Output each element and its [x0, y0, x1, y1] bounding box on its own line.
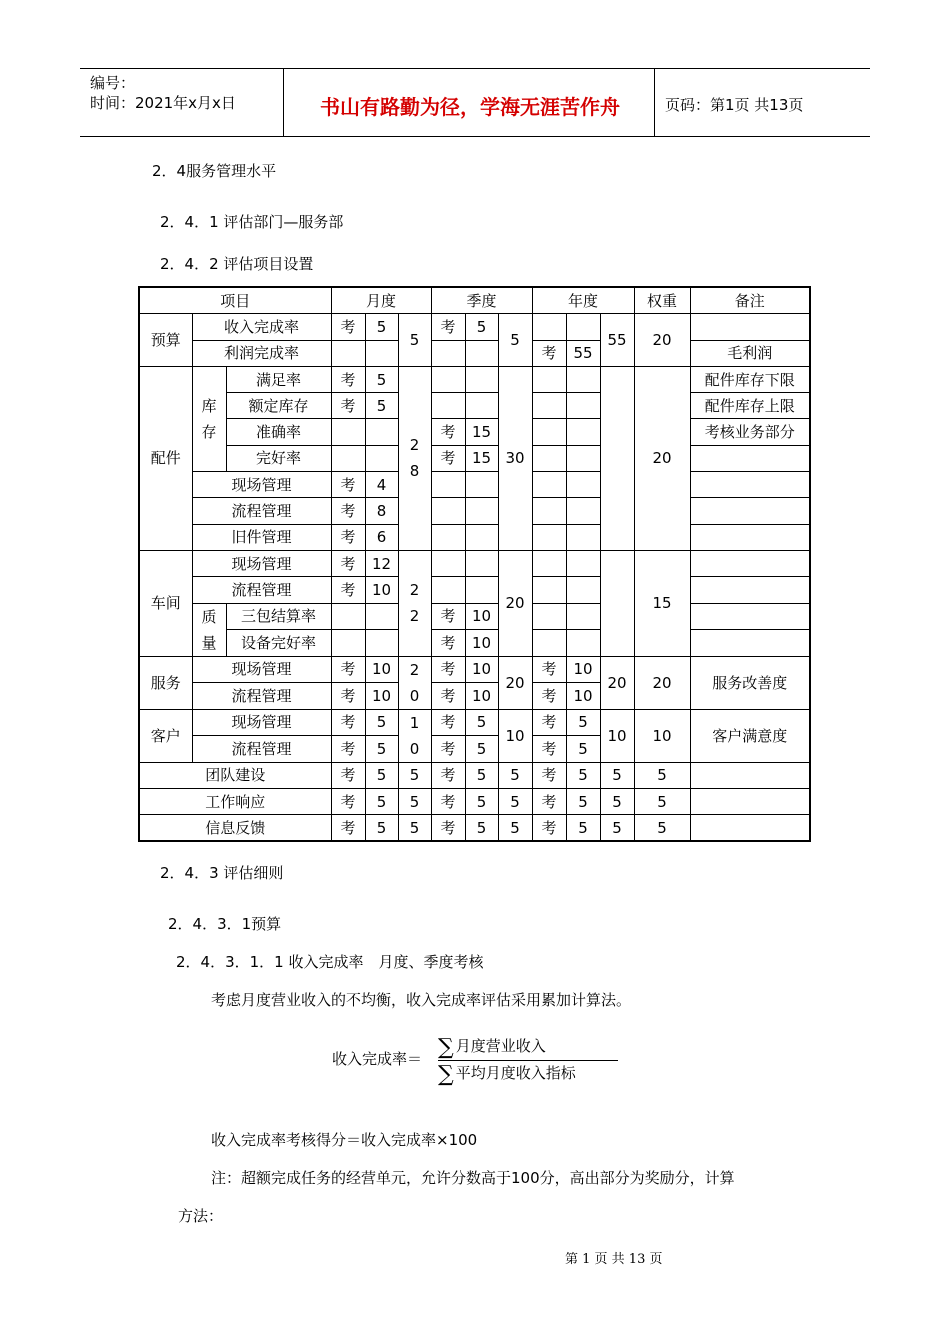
weight-cell: 20 — [634, 656, 690, 709]
note-cell — [690, 314, 810, 340]
note-cell — [690, 603, 810, 630]
header-number-label: 编号： — [90, 74, 136, 92]
item-label: 流程管理 — [192, 498, 331, 524]
subtotal-cell: 2 2 — [398, 550, 431, 656]
sigma-icon: ∑ — [438, 1035, 454, 1060]
item-label: 额定库存 — [226, 393, 331, 419]
header-page-info: 页码：第1页 共13页 — [665, 96, 804, 114]
kao-cell: 考 — [331, 656, 365, 683]
item-label: 工作响应 — [139, 788, 331, 814]
kao-cell: 考 — [331, 709, 365, 736]
col-header: 权重 — [634, 287, 690, 314]
score-cell: 5 — [465, 736, 498, 763]
table-row — [139, 577, 810, 603]
empty-cell — [365, 445, 398, 471]
empty-cell — [532, 314, 566, 340]
subtotal-cell: 5 — [398, 762, 431, 788]
empty-cell — [532, 472, 566, 498]
kao-cell: 考 — [532, 683, 566, 710]
table-row — [139, 472, 810, 498]
kao-cell: 考 — [532, 788, 566, 814]
kao-cell: 考 — [431, 736, 465, 763]
kao-cell: 考 — [331, 550, 365, 576]
empty-cell — [331, 630, 365, 657]
empty-cell — [566, 524, 600, 550]
subtotal-cell: 5 — [600, 788, 634, 814]
score-cell: 5 — [566, 788, 600, 814]
score-cell: 5 — [465, 314, 498, 340]
empty-cell — [532, 550, 566, 576]
kao-cell: 考 — [431, 788, 465, 814]
empty-cell — [532, 524, 566, 550]
kao-cell: 考 — [331, 498, 365, 524]
section-heading: 2．4．1 评估部门—服务部 — [160, 213, 344, 231]
empty-cell — [600, 550, 634, 656]
kao-cell: 考 — [331, 524, 365, 550]
score-cell: 5 — [365, 314, 398, 340]
empty-cell — [465, 577, 498, 603]
table-row — [139, 340, 810, 366]
subtotal-cell: 30 — [498, 366, 532, 550]
body-paragraph: 方法： — [178, 1207, 224, 1225]
subtotal-cell: 2 0 — [398, 656, 431, 709]
header-time-label: 时间：2021年x月x日 — [90, 94, 236, 112]
score-cell: 5 — [566, 762, 600, 788]
empty-cell — [365, 630, 398, 657]
score-cell: 5 — [365, 366, 398, 392]
table-row — [139, 445, 810, 471]
score-cell: 5 — [465, 762, 498, 788]
kao-cell: 考 — [431, 683, 465, 710]
header-motto: 书山有路勤为径，学海无涯苦作舟 — [320, 95, 620, 119]
group-label: 车间 — [139, 550, 192, 656]
empty-cell — [600, 366, 634, 550]
empty-cell — [331, 419, 365, 445]
kao-cell: 考 — [331, 393, 365, 419]
kao-cell: 考 — [431, 815, 465, 842]
score-cell: 4 — [365, 472, 398, 498]
item-label: 三包结算率 — [226, 603, 331, 630]
note-cell — [690, 815, 810, 842]
empty-cell — [566, 498, 600, 524]
kao-cell: 考 — [331, 815, 365, 842]
score-cell: 5 — [465, 788, 498, 814]
empty-cell — [431, 524, 465, 550]
score-cell: 5 — [566, 709, 600, 736]
subtotal-cell: 10 — [498, 709, 532, 762]
table-row — [139, 656, 810, 683]
score-cell: 5 — [365, 736, 398, 763]
item-label: 现场管理 — [192, 656, 331, 683]
body-paragraph: 注：超额完成任务的经营单元，允许分数高于100分，高出部分为奖励分，计算 — [211, 1169, 735, 1187]
score-cell: 6 — [365, 524, 398, 550]
formula-lhs: 收入完成率＝ — [332, 1050, 423, 1068]
subtotal-cell: 5 — [498, 815, 532, 842]
score-cell: 10 — [365, 683, 398, 710]
kao-cell: 考 — [532, 656, 566, 683]
kao-cell: 考 — [331, 577, 365, 603]
subtotal-cell: 20 — [498, 550, 532, 656]
col-header: 年度 — [532, 287, 634, 314]
col-header: 季度 — [431, 287, 532, 314]
empty-cell — [532, 419, 566, 445]
empty-cell — [532, 366, 566, 392]
section-heading: 2．4．3．1．1 收入完成率 月度、季度考核 — [176, 953, 484, 971]
note-cell — [690, 498, 810, 524]
formula-denominator — [438, 1062, 576, 1087]
subtotal-cell: 5 — [398, 815, 431, 842]
score-cell: 10 — [566, 683, 600, 710]
empty-cell — [365, 340, 398, 366]
empty-cell — [431, 577, 465, 603]
kao-cell: 考 — [532, 709, 566, 736]
score-cell: 5 — [365, 762, 398, 788]
kao-cell: 考 — [532, 340, 566, 366]
empty-cell — [365, 419, 398, 445]
empty-cell — [331, 603, 365, 630]
empty-cell — [465, 393, 498, 419]
note-cell: 服务改善度 — [690, 656, 810, 709]
kao-cell: 考 — [532, 815, 566, 842]
header-divider — [654, 69, 655, 136]
weight-cell: 5 — [634, 762, 690, 788]
empty-cell — [431, 393, 465, 419]
note-cell — [690, 524, 810, 550]
table-row — [139, 366, 810, 392]
empty-cell — [431, 550, 465, 576]
formula-numerator-text: 月度营业收入 — [455, 1037, 546, 1055]
table-row — [139, 419, 810, 445]
kao-cell: 考 — [431, 314, 465, 340]
subtotal-cell: 20 — [600, 656, 634, 709]
score-cell: 5 — [465, 815, 498, 842]
kao-cell: 考 — [431, 445, 465, 471]
subtotal-cell: 20 — [498, 656, 532, 709]
empty-cell — [431, 498, 465, 524]
score-cell: 10 — [365, 656, 398, 683]
table-row — [139, 788, 810, 814]
note-cell — [690, 788, 810, 814]
score-cell: 5 — [365, 788, 398, 814]
note-cell: 配件库存下限 — [690, 366, 810, 392]
subtotal-cell: 5 — [398, 788, 431, 814]
empty-cell — [465, 498, 498, 524]
subtotal-cell: 55 — [600, 314, 634, 367]
empty-cell — [532, 393, 566, 419]
formula-denominator-text: 平均月度收入指标 — [455, 1064, 576, 1082]
score-cell: 55 — [566, 340, 600, 366]
empty-cell — [566, 366, 600, 392]
item-label: 流程管理 — [192, 683, 331, 710]
item-label: 设备完好率 — [226, 630, 331, 657]
item-label: 团队建设 — [139, 762, 331, 788]
col-header: 项目 — [139, 287, 331, 314]
kao-cell: 考 — [431, 603, 465, 630]
subtotal-cell: 5 — [600, 815, 634, 842]
item-label: 流程管理 — [192, 736, 331, 763]
section-heading: 2．4．2 评估项目设置 — [160, 255, 314, 273]
empty-cell — [331, 340, 365, 366]
kao-cell: 考 — [532, 762, 566, 788]
note-cell: 客户满意度 — [690, 709, 810, 762]
kao-cell: 考 — [431, 630, 465, 657]
subtotal-cell: 2 8 — [398, 366, 431, 550]
score-cell: 15 — [465, 445, 498, 471]
empty-cell — [566, 577, 600, 603]
weight-cell: 15 — [634, 550, 690, 656]
empty-cell — [532, 630, 566, 657]
col-header: 月度 — [331, 287, 431, 314]
header-left — [90, 73, 236, 113]
subtotal-cell: 5 — [398, 314, 431, 367]
item-label: 旧件管理 — [192, 524, 331, 550]
empty-cell — [566, 419, 600, 445]
score-cell: 10 — [566, 656, 600, 683]
score-cell: 10 — [465, 630, 498, 657]
item-label: 收入完成率 — [192, 314, 331, 340]
score-cell: 10 — [465, 683, 498, 710]
fraction-bar — [438, 1060, 618, 1061]
empty-cell — [431, 366, 465, 392]
empty-cell — [566, 472, 600, 498]
subtotal-cell: 5 — [498, 788, 532, 814]
table-row — [139, 498, 810, 524]
table-row — [139, 603, 810, 630]
empty-cell — [431, 472, 465, 498]
group-label: 客户 — [139, 709, 192, 762]
kao-cell: 考 — [331, 472, 365, 498]
kao-cell: 考 — [331, 314, 365, 340]
score-cell: 10 — [465, 656, 498, 683]
empty-cell — [532, 445, 566, 471]
item-label: 完好率 — [226, 445, 331, 471]
empty-cell — [465, 524, 498, 550]
item-label: 现场管理 — [192, 709, 331, 736]
empty-cell — [566, 393, 600, 419]
table-row — [139, 524, 810, 550]
score-cell: 5 — [365, 393, 398, 419]
kao-cell: 考 — [431, 656, 465, 683]
subtotal-cell: 1 0 — [398, 709, 431, 762]
table-row — [139, 393, 810, 419]
table-header-row — [139, 287, 810, 314]
empty-cell — [465, 366, 498, 392]
item-label: 信息反馈 — [139, 815, 331, 842]
item-label: 准确率 — [226, 419, 331, 445]
page-header — [80, 68, 870, 137]
subtotal-cell: 10 — [600, 709, 634, 762]
score-cell: 10 — [465, 603, 498, 630]
weight-cell: 20 — [634, 314, 690, 367]
table-row — [139, 630, 810, 657]
note-cell — [690, 577, 810, 603]
score-cell: 10 — [365, 577, 398, 603]
subgroup-label: 质 量 — [192, 603, 226, 656]
kao-cell: 考 — [331, 736, 365, 763]
note-cell: 考核业务部分 — [690, 419, 810, 445]
note-cell — [690, 630, 810, 657]
note-cell — [690, 762, 810, 788]
empty-cell — [365, 603, 398, 630]
page-footer: 第 1 页 共 13 页 — [565, 1252, 663, 1267]
col-header: 备注 — [690, 287, 810, 314]
note-cell — [690, 550, 810, 576]
group-label: 预算 — [139, 314, 192, 367]
item-label: 现场管理 — [192, 472, 331, 498]
weight-cell: 20 — [634, 366, 690, 550]
kao-cell: 考 — [331, 788, 365, 814]
note-cell — [690, 445, 810, 471]
kao-cell: 考 — [331, 762, 365, 788]
score-cell: 5 — [465, 709, 498, 736]
item-label: 现场管理 — [192, 550, 331, 576]
formula-numerator — [438, 1035, 546, 1060]
table-row — [139, 709, 810, 736]
kao-cell: 考 — [431, 419, 465, 445]
evaluation-table — [138, 286, 811, 842]
empty-cell — [566, 630, 600, 657]
kao-cell: 考 — [431, 709, 465, 736]
note-cell — [690, 472, 810, 498]
table-row — [139, 762, 810, 788]
score-cell: 5 — [365, 709, 398, 736]
score-cell: 15 — [465, 419, 498, 445]
group-label: 服务 — [139, 656, 192, 709]
table-row — [139, 550, 810, 576]
note-cell: 毛利润 — [690, 340, 810, 366]
item-label: 利润完成率 — [192, 340, 331, 366]
kao-cell: 考 — [431, 762, 465, 788]
empty-cell — [566, 550, 600, 576]
sigma-icon: ∑ — [438, 1062, 454, 1087]
empty-cell — [465, 550, 498, 576]
empty-cell — [566, 603, 600, 630]
header-divider — [283, 69, 284, 136]
body-paragraph: 收入完成率考核得分＝收入完成率×100 — [211, 1131, 478, 1149]
weight-cell: 10 — [634, 709, 690, 762]
subgroup-label: 库 存 — [192, 366, 226, 471]
empty-cell — [532, 577, 566, 603]
subtotal-cell: 5 — [498, 762, 532, 788]
item-label: 满足率 — [226, 366, 331, 392]
score-cell: 5 — [566, 815, 600, 842]
score-cell: 8 — [365, 498, 398, 524]
kao-cell: 考 — [532, 736, 566, 763]
kao-cell: 考 — [331, 366, 365, 392]
note-cell: 配件库存上限 — [690, 393, 810, 419]
empty-cell — [566, 314, 600, 340]
subtotal-cell: 5 — [498, 314, 532, 367]
score-cell: 12 — [365, 550, 398, 576]
empty-cell — [431, 340, 465, 366]
empty-cell — [465, 472, 498, 498]
weight-cell: 5 — [634, 788, 690, 814]
empty-cell — [566, 445, 600, 471]
group-label: 配件 — [139, 366, 192, 550]
table-row — [139, 314, 810, 340]
weight-cell: 5 — [634, 815, 690, 842]
section-heading: 2．4．3 评估细则 — [160, 864, 284, 882]
subtotal-cell: 5 — [600, 762, 634, 788]
score-cell: 5 — [365, 815, 398, 842]
body-paragraph: 考虑月度营业收入的不均衡，收入完成率评估采用累加计算法。 — [211, 991, 632, 1009]
empty-cell — [532, 603, 566, 630]
kao-cell: 考 — [331, 683, 365, 710]
item-label: 流程管理 — [192, 577, 331, 603]
empty-cell — [532, 498, 566, 524]
score-cell: 5 — [566, 736, 600, 763]
table-row — [139, 815, 810, 842]
section-heading: 2．4服务管理水平 — [152, 162, 277, 180]
empty-cell — [331, 445, 365, 471]
section-heading: 2．4．3．1预算 — [168, 915, 282, 933]
empty-cell — [465, 340, 498, 366]
